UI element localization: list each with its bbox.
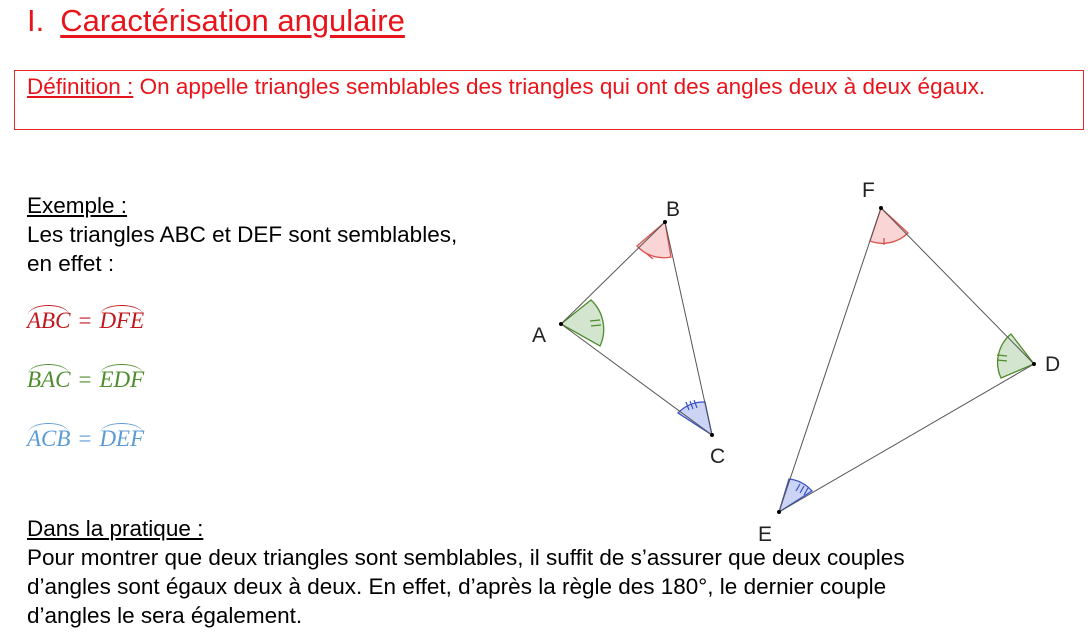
angle-c-sector: [678, 402, 712, 435]
example-label: Exemple :: [27, 193, 128, 218]
equality-abc-dfe: ABC = DFE: [27, 308, 145, 333]
angle-edf: EDF: [99, 367, 145, 392]
definition-text: On appelle triangles semblables des triangles qui ont des angles deux à deux égaux.: [133, 74, 986, 99]
example-line-2: en effet :: [27, 251, 115, 276]
point-a-label: A: [532, 324, 547, 347]
example-line-1: Les triangles ABC et DEF sont semblables,: [27, 222, 458, 247]
angle-acb: ACB: [27, 426, 71, 451]
practice-line-1: Pour montrer que deux triangles sont semblables, il suffit de s’assurer que deux couples: [27, 545, 905, 570]
angle-dfe: DFE: [99, 308, 145, 333]
practice-line-3: d’angles le sera également.: [27, 603, 303, 628]
point-a-dot: [559, 322, 563, 326]
point-c-dot: [710, 433, 714, 437]
point-d-dot: [1032, 362, 1036, 366]
equality-acb-def: ACB = DEF: [27, 426, 145, 451]
point-d-label: D: [1045, 353, 1061, 376]
point-f-label: F: [862, 179, 875, 202]
point-c-label: C: [710, 445, 726, 468]
angle-abc: ABC: [27, 308, 71, 333]
point-f-dot: [879, 206, 883, 210]
point-e-label: E: [758, 523, 773, 546]
equality-bac-edf: BAC = EDF: [27, 367, 145, 392]
triangle-def: [779, 208, 1034, 512]
angle-def: DEF: [99, 426, 145, 451]
practice-block: [27, 514, 905, 630]
angle-bac: BAC: [27, 367, 71, 392]
practice-line-2: d’angles sont égaux deux à deux. En effet, d’après la règle des 180°, le dernier couple: [27, 574, 887, 599]
angle-f-sector: [870, 208, 908, 243]
section-number: I.: [27, 3, 45, 38]
point-b-label: B: [666, 198, 681, 221]
section-title: Caractérisation angulaire: [60, 3, 405, 38]
practice-label: Dans la pratique :: [27, 516, 204, 541]
definition-label: Définition :: [27, 74, 134, 99]
